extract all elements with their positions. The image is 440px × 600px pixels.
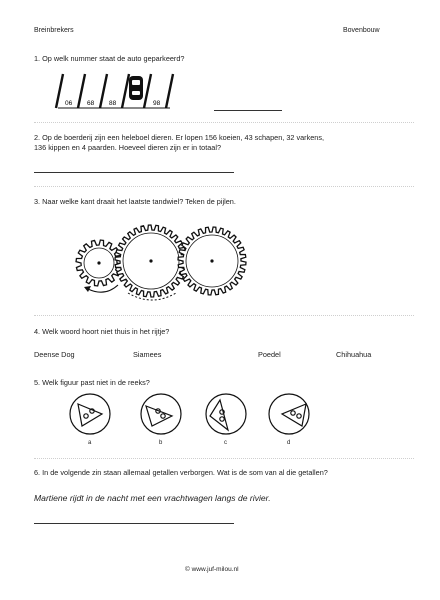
small-gear <box>76 240 122 286</box>
divider <box>34 186 414 187</box>
middle-gear <box>115 225 187 297</box>
spot-number: 98 <box>153 100 161 107</box>
hidden-numbers-sentence: Martiene rijdt in de nacht met een vrachtwagen langs de rivier. <box>34 493 271 503</box>
gears-illustration <box>60 215 270 310</box>
word-option-2: Siamees <box>133 350 162 359</box>
answer-line-2[interactable] <box>34 172 234 173</box>
figure-label-c: c <box>224 440 227 446</box>
footer-credit: © www.juf-milou.nl <box>185 566 239 573</box>
divider <box>34 122 414 123</box>
word-option-3: Poedel <box>258 350 281 359</box>
question-5: 5. Welk figuur past niet in de reeks? <box>34 378 150 387</box>
question-1: 1. Op welk nummer staat de auto geparkeerd? <box>34 54 185 63</box>
answer-line-6[interactable] <box>34 523 234 524</box>
large-gear <box>178 227 246 295</box>
spot-number: 88 <box>109 100 117 107</box>
answer-line-1[interactable] <box>214 110 282 111</box>
header-right: Bovenbouw <box>343 27 380 34</box>
word-option-1: Deense Dog <box>34 350 75 359</box>
car-icon <box>129 76 143 100</box>
word-option-4: Chihuahua <box>336 350 372 359</box>
question-3: 3. Naar welke kant draait het laatste tandwiel? Teken de pijlen. <box>34 197 236 206</box>
figure-label-b: b <box>159 440 163 446</box>
parking-lot-illustration <box>56 72 186 110</box>
figure-series <box>60 390 320 452</box>
divider <box>34 315 414 316</box>
question-2-line-2: 136 kippen en 4 paarden. Hoeveel dieren zijn er in totaal? <box>34 143 222 152</box>
header-left: Breinbrekers <box>34 27 74 34</box>
divider <box>34 458 414 459</box>
rotation-arrow-icon <box>88 285 118 292</box>
question-6: 6. In de volgende zin staan allemaal getallen verborgen. Wat is de som van al die getallen? <box>34 468 328 477</box>
figure-label-d: d <box>287 440 291 446</box>
spot-number: 68 <box>87 100 95 107</box>
arrowhead-icon <box>84 286 91 292</box>
question-4: 4. Welk woord hoort niet thuis in het rijtje? <box>34 327 170 336</box>
spot-number: 06 <box>65 100 73 107</box>
figure-label-a: a <box>88 440 92 446</box>
question-2-line-1: 2. Op de boerderij zijn een heleboel dieren. Er lopen 156 koeien, 43 schapen, 32 varkens, <box>34 133 325 142</box>
